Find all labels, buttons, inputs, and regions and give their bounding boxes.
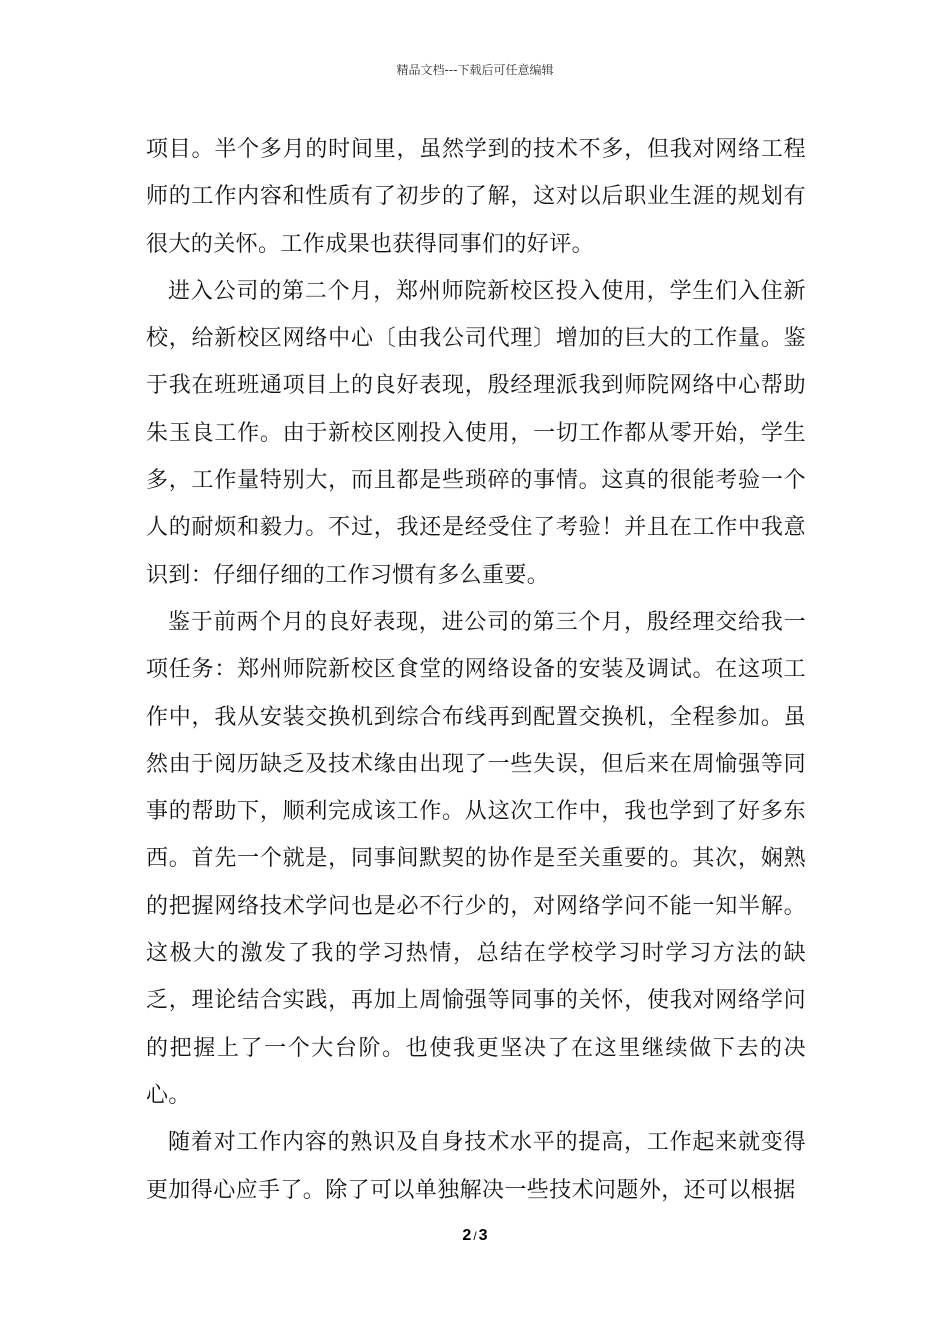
paragraph-1: 项目。半个多月的时间里，虽然学到的技术不多，但我对网络工程师的工作内容和性质有了初步的了解，这对以后职业生涯的规划有很大的关怀。工作成果也获得同事们的好评。: [146, 137, 806, 257]
paragraph-2: 进入公司的第二个月，郑州师院新校区投入使用，学生们入住新校，给新校区网络中心〔由我公司代理〕增加的巨大的工作量。鉴于我在班班通项目上的良好表现，殷经理派我到师院网络中心帮助朱玉良工作。由于新校区刚投入使用，一切工作都从零开始，学生多，工作量特别大，而且都是些琐碎的事情。这真的很能考验一个人的耐烦和毅力。不过，我还是经受住了考验！并且在工作中我意识到：仔细仔细的工作习惯有多么重要。: [146, 278, 806, 588]
paragraph-4: 随着对工作内容的熟识及自身技术水平的提高，工作起来就变得更加得心应手了。除了可以单独解决一些技术问题外，还可以根据: [146, 1130, 806, 1203]
page-number-separator: /: [473, 1229, 477, 1243]
total-page-count: 3: [478, 1227, 488, 1244]
current-page-number: 2: [462, 1227, 472, 1244]
document-body: [146, 126, 806, 1214]
paragraph-3: 鉴于前两个月的良好表现，进公司的第三个月，殷经理交给我一项任务：郑州师院新校区食堂的网络设备的安装及调试。在这项工作中，我从安装交换机到综合布线再到配置交换机，全程参加。虽然由于阅历缺乏及技术缘由出现了一些失误，但后来在周愉强等同事的帮助下，顺利完成该工作。从这次工作中，我也学到了好多东西。首先一个就是，同事间默契的协作是至关重要的。其次，娴熟的把握网络技术学问也是必不行少的，对网络学问不能一知半解。这极大的激发了我的学习热情，总结在学校学习时学习方法的缺乏，理论结合实践，再加上周愉强等同事的关怀，使我对网络学问的把握上了一个大台阶。也使我更坚决了在这里继续做下去的决心。: [146, 609, 806, 1108]
page-number: [0, 1226, 950, 1246]
page-header: 精品文档---下载后可任意编辑: [396, 63, 554, 77]
